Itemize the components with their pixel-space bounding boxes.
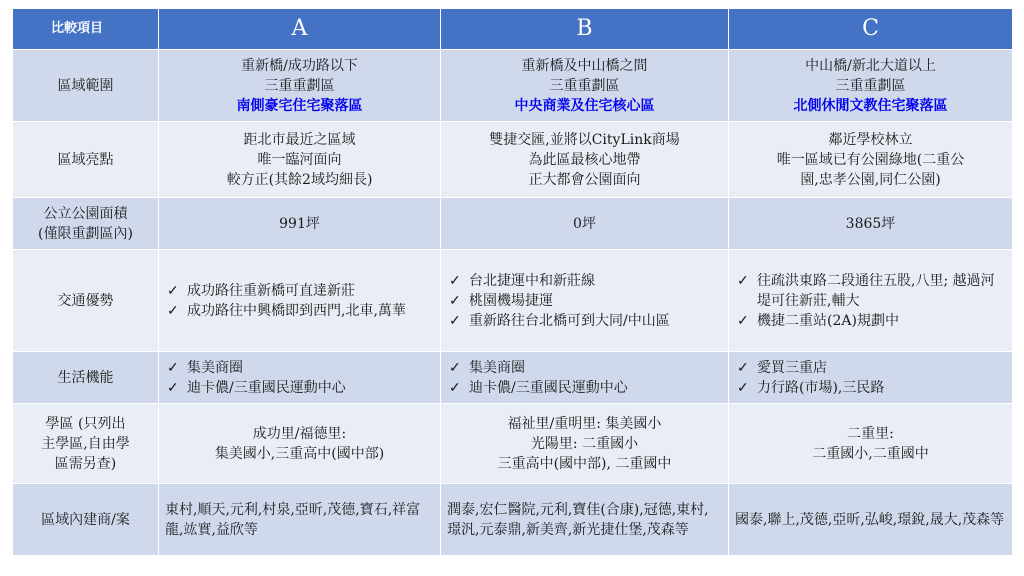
table-cell-b: 潤泰,宏仁醫院,元利,寶佳(合康),冠德,東村,璟汎,元泰鼎,新美齊,新光捷仕堡,茂森等 [441, 484, 729, 556]
cell-line: 三重重劃區 [549, 77, 620, 94]
table-cell-b [441, 250, 729, 352]
table-cell-a [159, 352, 441, 404]
row-label: 區域範圍 [13, 50, 159, 122]
check-list-item [165, 281, 434, 301]
check-list-item [165, 358, 434, 378]
check-list-text: 成功路往重新橋可直達新莊 [187, 282, 355, 299]
table-cell-c [729, 352, 1013, 404]
check-list-text: 集美商圈 [187, 359, 243, 376]
table-cell-c [729, 122, 1013, 198]
row-label: 區域亮點 [13, 122, 159, 198]
check-list-text: 台北捷運中和新莊線 [469, 272, 595, 289]
row-label [13, 198, 159, 250]
cell-line: 鄰近學校林立 [828, 131, 913, 148]
table-cell-b [441, 404, 729, 484]
table-cell-a [159, 122, 441, 198]
cell-line: 3865坪 [845, 215, 896, 232]
cell-line: 較方正(其餘2域均細長) [226, 171, 373, 188]
check-list-text: 往疏洪東路二段通往五股,八里; 越過河堤可往新莊,輔大 [757, 272, 995, 309]
check-list-item [447, 311, 722, 331]
row-area-range [13, 50, 1013, 122]
check-list-item [735, 311, 1006, 331]
table-cell-c [729, 198, 1013, 250]
table-cell-b [441, 198, 729, 250]
table-cell-a [159, 50, 441, 122]
check-list [165, 358, 434, 398]
table-cell-c [729, 404, 1013, 484]
row-transport [13, 250, 1013, 352]
row-label [13, 404, 159, 484]
check-list-item [447, 378, 722, 398]
check-list-item [447, 358, 722, 378]
check-list-text: 力行路(市場),三民路 [757, 379, 885, 396]
check-list-text: 迪卡儂/三重國民運動中心 [187, 379, 346, 396]
zone-highlight-text: 中央商業及住宅核心區 [514, 97, 655, 114]
table-cell-c [729, 250, 1013, 352]
check-list-text: 成功路往中興橋即到西門,北車,萬華 [187, 302, 406, 319]
check-list [735, 358, 1006, 398]
row-label-line: (僅限重劃區內) [38, 225, 133, 242]
cell-line: 中山橋/新北大道以上 [805, 57, 936, 74]
checkmark-icon: ✓ [449, 312, 461, 329]
cell-line: 0坪 [573, 215, 596, 232]
cell-line: 為此區最核心地帶 [528, 151, 641, 168]
table-body [13, 50, 1013, 556]
cell-line: 園,忠孝公園,同仁公園) [800, 171, 941, 188]
check-list-text: 愛買三重店 [757, 359, 827, 376]
row-label-line: 主學區,自由學 [41, 435, 130, 452]
cell-line: 福祉里/重明里: 集美國小 [507, 415, 662, 432]
check-list-item [165, 301, 434, 321]
table-cell-a [159, 198, 441, 250]
checkmark-icon: ✓ [737, 312, 749, 329]
row-label: 區域內建商/案 [13, 484, 159, 556]
check-list-text: 重新路往台北橋可到大同/中山區 [469, 312, 670, 329]
cell-line: 雙捷交匯,並將以CityLink商場 [489, 131, 680, 148]
check-list-text: 迪卡儂/三重國民運動中心 [469, 379, 628, 396]
check-list-item [447, 271, 722, 291]
checkmark-icon: ✓ [167, 379, 179, 396]
cell-line: 正大都會公園面向 [528, 171, 641, 188]
cell-line: 重新橋/成功路以下 [241, 57, 358, 74]
header-column-b: B [441, 9, 729, 50]
checkmark-icon: ✓ [449, 292, 461, 309]
check-list-item [735, 271, 1006, 311]
checkmark-icon: ✓ [449, 359, 461, 376]
cell-line: 991坪 [279, 215, 320, 232]
cell-line: 唯一臨河面向 [257, 151, 342, 168]
row-school-district [13, 404, 1013, 484]
header-corner: 比較項目 [13, 9, 159, 50]
cell-line: 三重重劃區 [835, 77, 906, 94]
checkmark-icon: ✓ [449, 272, 461, 289]
zone-highlight-text: 北側休閒文教住宅聚落區 [793, 97, 948, 114]
cell-line: 二重國小,二重國中 [812, 445, 929, 462]
cell-line: 距北市最近之區域 [243, 131, 356, 148]
check-list-item [735, 378, 1006, 398]
cell-line: 集美國小,三重高中(國中部) [214, 445, 385, 462]
row-label-line: 公立公園面積 [43, 205, 128, 222]
comparison-table [12, 8, 1013, 556]
cell-line: 重新橋及中山橋之間 [521, 57, 648, 74]
cell-line: 光陽里: 二重國小 [530, 435, 639, 452]
comparison-table-wrapper [12, 8, 1012, 556]
cell-line: 三重重劃區 [264, 77, 335, 94]
check-list-item [735, 358, 1006, 378]
row-label: 交通優勢 [13, 250, 159, 352]
row-developers [13, 484, 1013, 556]
row-park-area [13, 198, 1013, 250]
table-cell-b [441, 50, 729, 122]
cell-line: 三重高中(國中部), 二重國中 [497, 455, 672, 472]
table-cell-a [159, 250, 441, 352]
checkmark-icon: ✓ [737, 359, 749, 376]
check-list-item [165, 378, 434, 398]
row-amenities [13, 352, 1013, 404]
checkmark-icon: ✓ [167, 359, 179, 376]
table-cell-b [441, 122, 729, 198]
check-list [735, 271, 1006, 331]
header-column-a: A [159, 9, 441, 50]
row-label-line: 學區 (只列出 [45, 415, 126, 432]
zone-highlight-text: 南側豪宅住宅聚落區 [236, 97, 363, 114]
check-list-text: 集美商圈 [469, 359, 525, 376]
checkmark-icon: ✓ [737, 379, 749, 396]
check-list [165, 281, 434, 321]
header-row [13, 9, 1013, 50]
table-cell-b [441, 352, 729, 404]
check-list-text: 機捷二重站(2A)規劃中 [757, 312, 899, 329]
row-label-line: 區需另查) [54, 455, 117, 472]
row-area-highlights [13, 122, 1013, 198]
cell-line: 二重里: [847, 425, 894, 442]
check-list [447, 358, 722, 398]
table-cell-a: 東村,順天,元利,村泉,亞昕,茂德,寶石,祥富龍,竑實,益欣等 [159, 484, 441, 556]
table-cell-c [729, 50, 1013, 122]
check-list-text: 桃園機場捷運 [469, 292, 553, 309]
cell-line: 唯一區域已有公園綠地(二重公 [776, 151, 965, 168]
check-list-item [447, 291, 722, 311]
table-cell-a [159, 404, 441, 484]
cell-line: 成功里/福德里: [252, 425, 347, 442]
checkmark-icon: ✓ [167, 282, 179, 299]
check-list [447, 271, 722, 331]
row-label: 生活機能 [13, 352, 159, 404]
checkmark-icon: ✓ [449, 379, 461, 396]
table-cell-c: 國泰,聯上,茂德,亞昕,弘峻,璟銳,晟大,茂森等 [729, 484, 1013, 556]
checkmark-icon: ✓ [167, 302, 179, 319]
header-column-c: C [729, 9, 1013, 50]
checkmark-icon: ✓ [737, 272, 749, 289]
